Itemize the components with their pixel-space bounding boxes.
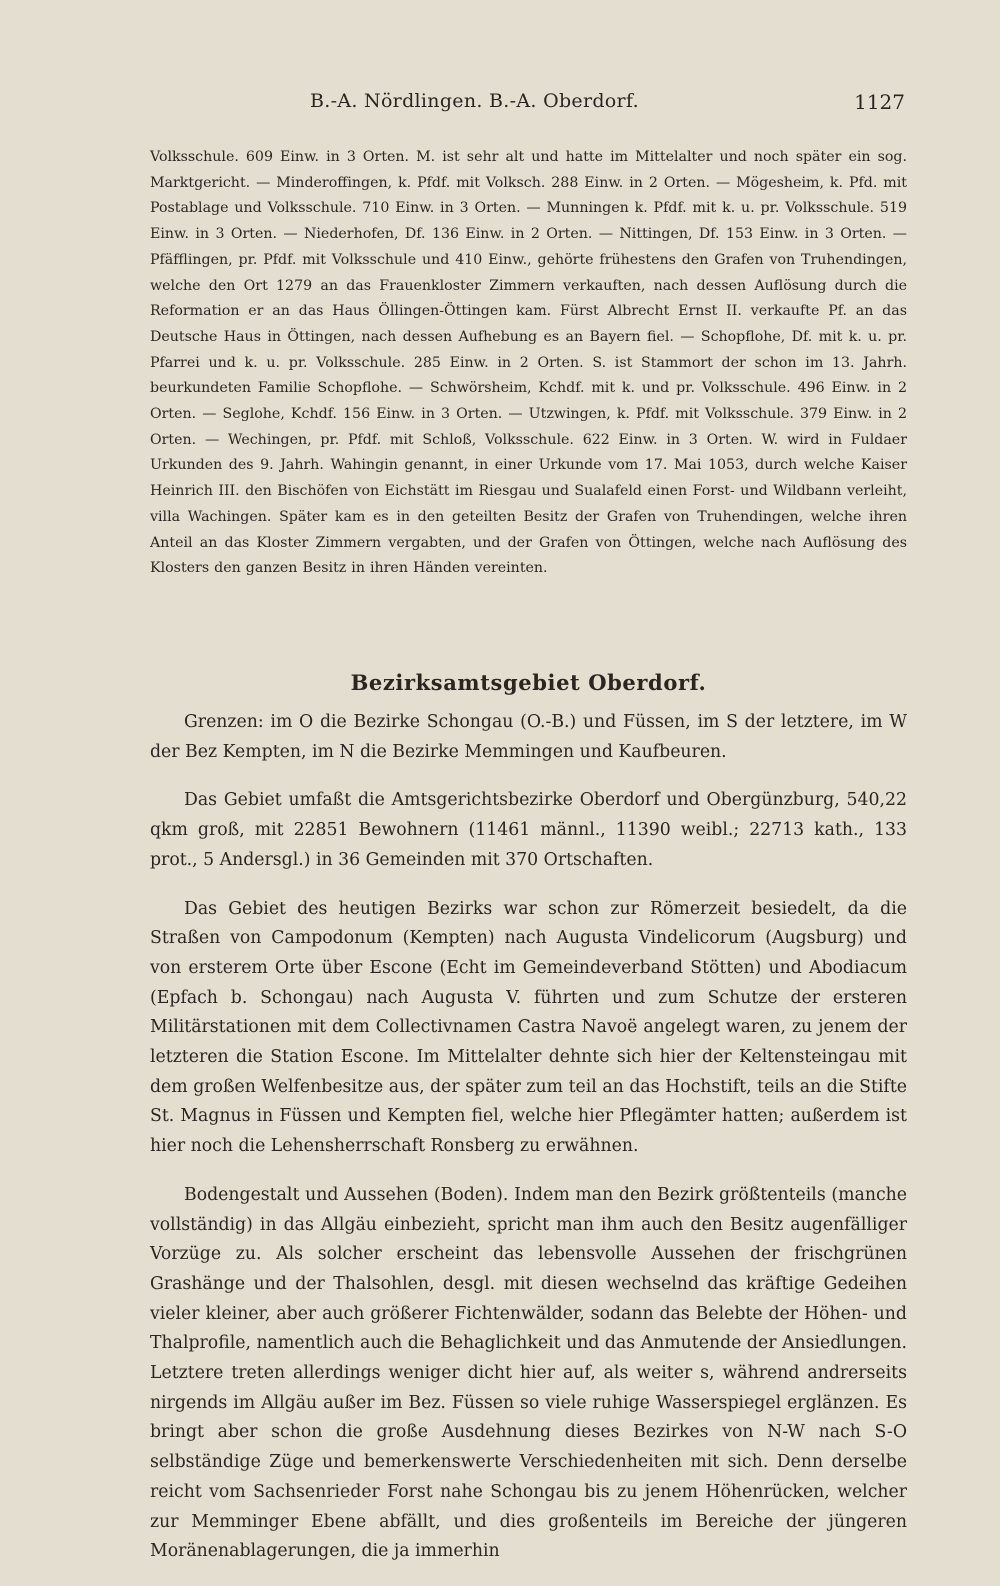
section-body <box>150 708 907 1586</box>
paragraph-landscape: Bodengestalt und Aussehen (Boden). Indem man den Bezirk größtenteils (manche vollständig) in das Allgäu einbezieht, spricht man ihm auch den Besitz augenfälliger Vorzüge zu. Als solcher erscheint das lebensvolle Aussehen der frischgrünen Grashänge und der Thalsohlen, desgl. mit diesen wechselnd das kräftige Gedeihen vieler kleiner, aber auch größerer Fichtenwälder, sodann das Belebte der Höhen- und Thalprofile, namentlich auch die Behaglichkeit und das Anmutende der Ansiedlungen. Letztere treten allerdings weniger dicht hier auf, als weiter s, während andrerseits nirgends im Allgäu außer im Bez. Füssen so viele ruhige Wasserspiegel erglänzen. Es bringt aber schon die große Ausdehnung dieses Bezirkes von N-W nach S-O selbständige Züge und bemerkenswerte Verschiedenheiten mit sich. Denn derselbe reicht vom Sachsenrieder Forst nahe Schongau bis zu jenem Höhenrücken, welcher zur Memminger Ebene abfällt, und dies großenteils im Bereiche der jüngeren Moränenablagerungen, die ja immerhin <box>150 1184 907 1562</box>
running-title: B.-A. Nördlingen. B.-A. Oberdorf. <box>310 90 639 112</box>
previous-section-text <box>150 145 907 582</box>
paragraph-borders: Grenzen: im O die Bezirke Schongau (O.-B.) und Füssen, im S der letztere, im W der Bez Kempten, im N die Bezirke Memmingen und Kaufbeuren. <box>150 712 907 762</box>
page-number: 1127 <box>854 90 905 114</box>
running-header <box>150 90 905 124</box>
paragraph-history: Das Gebiet des heutigen Bezirks war schon zur Römerzeit besiedelt, da die Straßen von Campodonum (Kempten) nach Augusta Vindelicorum (Augsburg) und von ersterem Orte über Escone (Echt im Gemeindeverband Stötten) und Abodiacum (Epfach b. Schongau) nach Augusta V. führten und zum Schutze der ersteren Militärstationen mit dem Collectivnamen Castra Navoë angelegt waren, zu jenem der letzteren die Station Escone. Im Mittelalter dehnte sich hier der Keltensteingau mit dem großen Welfenbesitze aus, der später zum teil an das Hochstift, teils an die Stifte St. Magnus in Füssen und Kempten fiel, welche hier Pflegämter hatten; außerdem ist hier noch die Lehensherrschaft Ronsberg zu erwähnen. <box>150 898 907 1157</box>
section-heading: Bezirksamtsgebiet Oberdorf. <box>350 670 707 695</box>
paragraph-area: Das Gebiet umfaßt die Amtsgerichtsbezirke Oberdorf und Obergünzburg, 540,22 qkm groß, mit 22851 Bewohnern (11461 männl., 11390 weibl.; 22713 kath., 133 prot., 5 Andersgl.) in 36 Gemeinden mit 370 Ortschaften. <box>150 790 907 870</box>
previous-section-paragraph: Volksschule. 609 Einw. in 3 Orten. M. ist sehr alt und hatte im Mittelalter und noch später ein sog. Marktgericht. — Minderoffingen, k. Pfdf. mit Volksch. 288 Einw. in 2 Orten. — Mögesheim, k. Pfd. mit Postablage und Volksschule. 710 Einw. in 3 Orten. — Munningen k. Pfdf. mit k. u. pr. Volksschule. 519 Einw. in 3 Orten. — Niederhofen, Df. 136 Einw. in 2 Orten. — Nittingen, Df. 153 Einw. in 3 Orten. — Pfäfflingen, pr. Pfdf. mit Volksschule und 410 Einw., gehörte frühestens den Grafen von Truhendingen, welche den Ort 1279 an das Frauenkloster Zimmern verkauften, nach dessen Auflösung durch die Reformation er an das Haus Öllingen-Öttingen kam. Fürst Albrecht Ernst II. verkaufte Pf. an das Deutsche Haus in Öttingen, nach dessen Aufhebung es an Bayern fiel. — Schopflohe, Df. mit k. u. pr. Pfarrei und k. u. pr. Volksschule. 285 Einw. in 2 Orten. S. ist Stammort der schon im 13. Jahrh. beurkundeten Familie Schopflohe. — Schwörsheim, Kchdf. mit k. und pr. Volksschule. 496 Einw. in 2 Orten. — Seglohe, Kchdf. 156 Einw. in 3 Orten. — Utzwingen, k. Pfdf. mit Volksschule. 379 Einw. in 2 Orten. — Wechingen, pr. Pfdf. mit Schloß, Volksschule. 622 Einw. in 3 Orten. W. wird in Fuldaer Urkunden des 9. Jahrh. Wahingin genannt, in einer Urkunde vom 17. Mai 1053, durch welche Kaiser Heinrich III. den Bischöfen von Eichstätt im Riesgau und Sualafeld einen Forst- und Wildbann verleiht, villa Wachingen. Später kam es in den geteilten Besitz der Grafen von Truhendingen, welche ihren Anteil an das Kloster Zimmern vergabten, und der Grafen von Öttingen, welche nach Auflösung des Klosters den ganzen Besitz in ihren Händen vereinten. <box>150 149 907 577</box>
